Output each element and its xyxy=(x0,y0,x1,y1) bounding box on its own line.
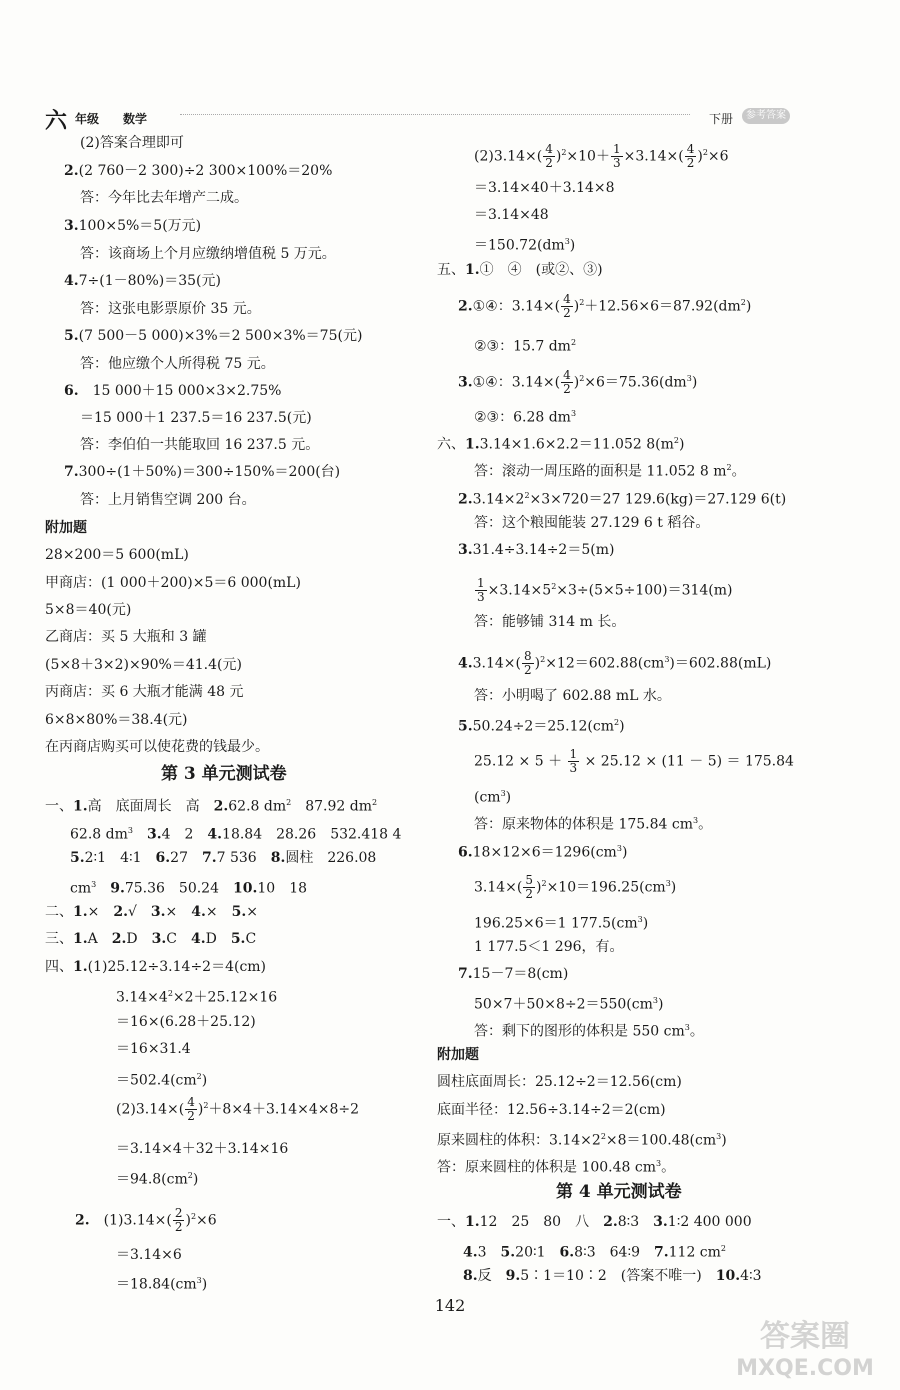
answer-line: 196.25×6＝1 $177.5(cm^3)$ xyxy=(474,915,649,932)
section-title-unit3: 第 3 单元测试卷 xyxy=(161,764,287,784)
grade-number: 六 xyxy=(45,108,68,134)
fraction: $\frac{4}{2}$ xyxy=(563,368,571,396)
answer-line: 25.12 × 5 ＋ $\frac{1}{3}$ × 25.12 × (11 － 5) ＝ 175.84 xyxy=(474,747,794,775)
answer-line: 答：今年比去年增产二成。 xyxy=(80,190,248,206)
answer-line: ＝16×(6.28＋25.12) xyxy=(116,1014,256,1030)
answer-line: 62.8 $dm^3$ 3.4 2 4.18.84 28.26 532.418 4 xyxy=(70,826,402,843)
bonus-heading: 附加题 xyxy=(45,520,87,536)
answer-line: 7.15－7＝8(cm) xyxy=(458,966,569,982)
answer-line: 答：原来圆柱的体积是 100.48 $cm^3$。 xyxy=(437,1159,676,1176)
answer-line: (2)3.14×( $\frac{4}{2}$ )$^2$×10＋ $\frac{1}{3}$ ×3.14×( $\frac{4}{2}$ )$^2$×6 xyxy=(474,142,729,170)
subject-label: 数学 xyxy=(123,112,148,126)
answer-line: 3.①④：3.14×( $\frac{4}{2}$ )$^2\times 6=75.36(dm^3)$ xyxy=(458,368,698,396)
page-number: 142 xyxy=(434,1296,466,1315)
watermark xyxy=(720,1318,890,1384)
answer-line: $=502.4(cm^2)$ xyxy=(116,1072,208,1089)
answer-line: $3.14\times 4^2\times 2+25.12\times 16$ xyxy=(116,989,278,1006)
fraction: $\frac{8}{2}$ xyxy=(524,649,532,677)
answer-line: 答：这个粮囤能装 27.129 6 t 稻谷。 xyxy=(474,515,710,531)
answer-line: 一、1.12 25 80 八 2.8∶3 3.1∶2 400 000 xyxy=(437,1214,752,1230)
fraction: $\frac{2}{2}$ xyxy=(174,1206,183,1234)
answer-line: ②③：15.7 $dm^2$ xyxy=(474,338,577,355)
answer-line: 3.31.4÷3.14÷2＝5(m) xyxy=(458,542,615,558)
answer-line: 二、1.× 2.√ 3.× 4.× 5.× xyxy=(45,904,258,920)
answer-line: 五、1.① ④ (或②、③) xyxy=(437,262,603,278)
section-title-unit4: 第 4 单元测试卷 xyxy=(556,1182,682,1202)
answer-line: 答：滚动一周压路的面积是 11.052 8 $m^2$。 xyxy=(474,463,746,480)
answer-line: 5.2∶1 4∶1 6.27 7.7 536 8.圆柱 226.08 xyxy=(70,850,377,866)
answer-line: 6. 15 000＋15 000×3×2.75% xyxy=(64,383,282,399)
answer-line: 圆柱底面周长：25.12÷2＝12.56(cm) xyxy=(437,1074,682,1090)
answer-line: (5×8＋3×2)×90%＝41.4(元) xyxy=(45,657,242,673)
answer-line: 答：能够铺 314 m 长。 xyxy=(474,614,626,630)
answer-line: 7.300÷(1＋50%)＝300÷150%＝200(台) xyxy=(64,464,341,480)
fraction: $\frac{4}{2}$ xyxy=(545,142,553,170)
answer-line: 六、1.3.14×1.6×2.2＝11.052 $8(m^2)$ xyxy=(437,436,685,453)
answer-line: $cm^3$ 9.75.36 50.24 10.10 18 xyxy=(70,880,308,897)
page-header xyxy=(0,104,900,134)
fraction: $\frac{4}{2}$ xyxy=(563,292,571,320)
answer-line: 答：这张电影票原价 35 元。 xyxy=(80,301,261,317)
answer-line: $6.18\times 12\times 6=1296(cm^3)$ xyxy=(458,844,628,861)
answer-line: 4.7÷(1－80%)＝35(元) xyxy=(64,273,221,289)
answer-line: 28×200＝5 600(mL) xyxy=(45,547,189,563)
answer-line: ＝3.14×6 xyxy=(116,1247,182,1263)
answer-line: ②③：6.28 $dm^3$ xyxy=(474,409,577,426)
answer-line: 1 177.5＜1 296，有。 xyxy=(474,939,624,955)
fraction: $\frac{4}{2}$ xyxy=(686,142,695,170)
answer-line: 丙商店：买 6 大瓶才能满 48 元 xyxy=(45,684,244,700)
answer-line: 答：他应缴个人所得税 75 元。 xyxy=(80,356,275,372)
answer-line: $5.50.24\div 2=25.12(cm^2)$ xyxy=(458,718,625,735)
answer-line: 答：上月销售空调 200 台。 xyxy=(80,492,256,508)
watermark-logo-text: 答案圈 xyxy=(760,1319,850,1354)
answer-line: ＝15 000＋1 237.5＝16 237.5(元) xyxy=(80,410,312,426)
answer-line: $50\times 7+50\times 8\div 2=550(cm^3)$ xyxy=(474,996,664,1013)
answer-line: 答：剩下的图形的体积是 550 $cm^3$。 xyxy=(474,1023,704,1040)
answer-badge: 参考答案 xyxy=(742,108,790,124)
volume-label: 下册 xyxy=(709,112,734,126)
answer-line: 乙商店：买 5 大瓶和 3 罐 xyxy=(45,629,207,645)
answer-line: $2.3.14\times 2^2\times 3\times 720=27$ 129.6(kg)＝27.129 6(t) xyxy=(458,491,787,508)
answer-line: $\frac{1}{3}$ $\times 3.14\times 5^2\times 3\div(5\times 5\div 100)=314(m)$ xyxy=(477,576,733,604)
answer-line: ＝3.14×4＋32＋3.14×16 xyxy=(116,1141,289,1157)
answer-line: 答：该商场上个月应缴纳增值税 5 万元。 xyxy=(80,246,336,262)
fraction: $\frac{1}{3}$ xyxy=(612,142,621,170)
answer-line: 在丙商店购买可以使花费的钱最少。 xyxy=(45,739,269,755)
answer-line: 4.3.14×( $\frac{8}{2}$ )$^2\times 12=602.88(cm^3)=602.88(mL)$ xyxy=(458,649,772,677)
answer-line: 2. (1)3.14×( $\frac{2}{2}$ )$^2$×6 xyxy=(75,1206,217,1234)
fraction: $\frac{1}{3}$ xyxy=(569,747,578,775)
answer-line: 甲商店：(1 000＋200)×5＝6 000(mL) xyxy=(45,575,301,591)
answer-line: $=94.8(cm^2)$ xyxy=(116,1171,199,1188)
header-divider xyxy=(180,114,690,115)
answer-line: ＝16×31.4 xyxy=(116,1041,191,1057)
answer-line: 2.(2 760－2 300)÷2 300×100%＝20% xyxy=(64,163,333,179)
answer-line: 一、1.高 底面周长 高 2.62.8 $dm^2$ 87.92 $dm^2$ xyxy=(45,798,378,815)
answer-line: $=18.84(cm^3)$ xyxy=(116,1276,208,1293)
answer-line: 4.3 5.20∶1 6.8∶3 64∶9 7.112 $cm^2$ xyxy=(463,1244,727,1261)
fraction: $\frac{1}{3}$ xyxy=(477,576,485,604)
grade-label: 年级 xyxy=(75,112,100,126)
bonus-heading: 附加题 xyxy=(437,1047,479,1063)
answer-line: 2.①④：3.14×( $\frac{4}{2}$ )$^2+12.56\times 6=87.92(dm^2)$ xyxy=(458,292,752,320)
answer-line: $(cm^3)$ xyxy=(474,789,512,806)
fraction: $\frac{5}{2}$ xyxy=(525,873,534,901)
answer-line: ＝3.14×48 xyxy=(474,207,549,223)
answer-line: 三、1.A 2.D 3.C 4.D 5.C xyxy=(45,931,257,947)
answer-line: $=150.72(dm^3)$ xyxy=(474,237,576,254)
answer-line: 答：原来物体的体积是 175.84 $cm^3$。 xyxy=(474,816,713,833)
answer-line: (2)3.14×( $\frac{4}{2}$ )$^2$＋8×4＋3.14×4×8÷2 xyxy=(116,1095,360,1123)
answer-line: 底面半径：12.56÷3.14÷2＝2(cm) xyxy=(437,1102,666,1118)
answer-line: 8.反 9.5∶1＝10∶2 (答案不唯一) 10.4∶3 xyxy=(463,1268,762,1284)
answer-line: (2)答案合理即可 xyxy=(80,135,184,151)
answer-line: 3.14×( $\frac{5}{2}$ )$^2\times 10=196.25(cm^3)$ xyxy=(474,873,677,901)
answer-line: 3.100×5%＝5(万元) xyxy=(64,218,202,234)
answer-line: 答：李伯伯一共能取回 16 237.5 元。 xyxy=(80,437,320,453)
watermark-url: MXQE.COM xyxy=(736,1356,874,1381)
answer-line: ＝3.14×40＋3.14×8 xyxy=(474,180,615,196)
answer-line: 原来圆柱的体积：$3.14\times 2^2\times 8=100.48(cm^3)$ xyxy=(437,1132,727,1149)
answer-line: 四、1.(1)25.12÷3.14÷2＝4(cm) xyxy=(45,959,267,975)
answer-line: 6×8×80%＝38.4(元) xyxy=(45,712,188,728)
answer-line: 5.(7 500－5 000)×3%＝2 500×3%＝75(元) xyxy=(64,328,363,344)
answer-line: 5×8＝40(元) xyxy=(45,602,132,618)
fraction: $\frac{4}{2}$ xyxy=(187,1095,195,1123)
answer-line: 答：小明喝了 602.88 mL 水。 xyxy=(474,688,671,704)
